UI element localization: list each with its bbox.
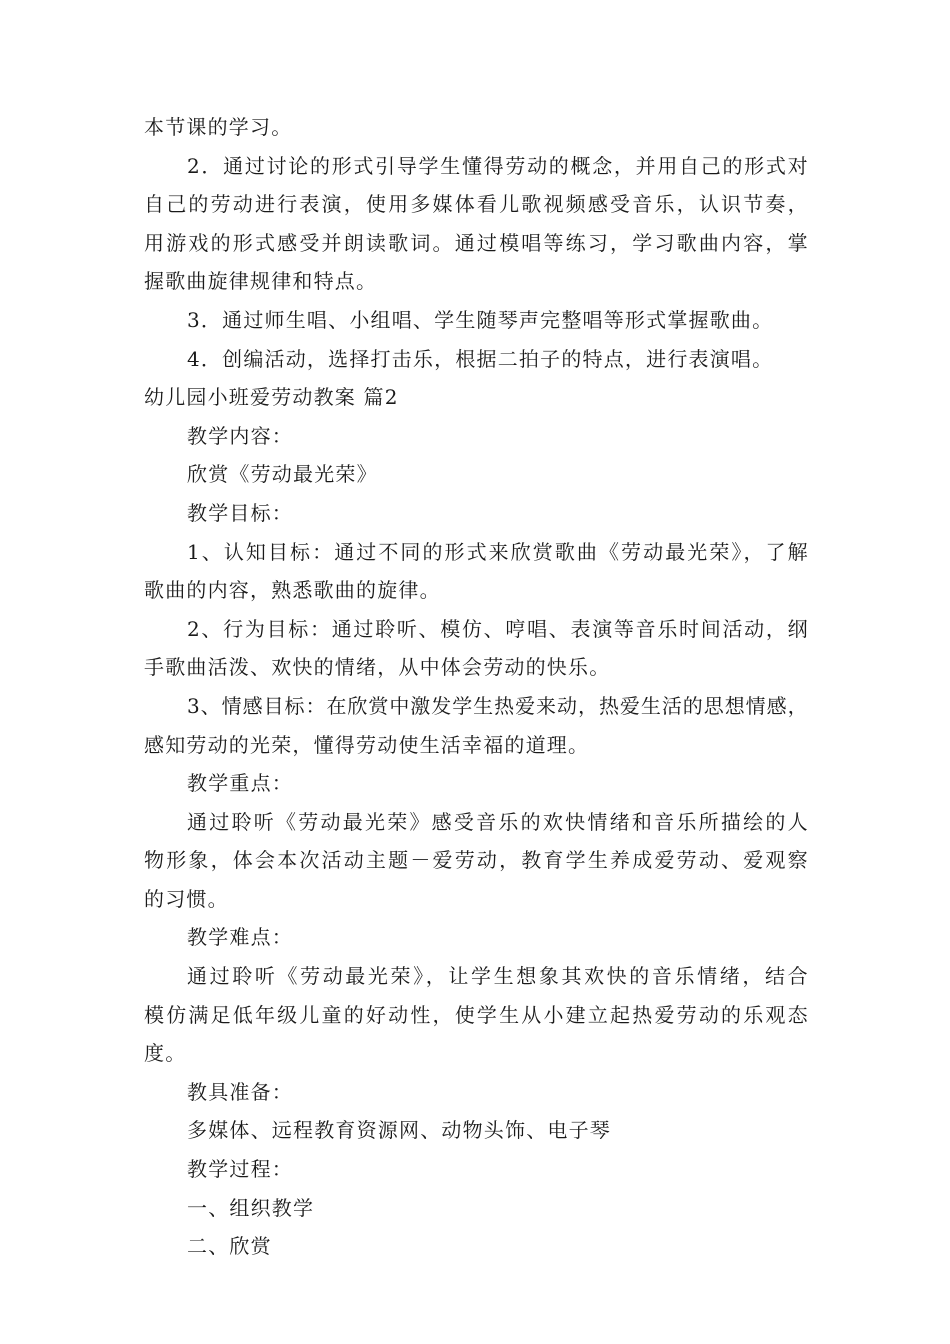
subheading: 教学重点： (187, 771, 293, 796)
text-line: 4．创编活动，选择打击乐，根据二拍子的特点，进行表演唱。 (187, 346, 774, 371)
text-line: 歌曲的内容，熟悉歌曲的旋律。 (144, 578, 441, 603)
text-line: 物形象，体会本次活动主题－爱劳动，教育学生养成爱劳动、爱观察 (144, 848, 808, 873)
text-line: 3．通过师生唱、小组唱、学生随琴声完整唱等形式掌握歌曲。 (187, 307, 774, 332)
subheading: 教学过程： (187, 1157, 293, 1182)
subheading: 教学内容： (187, 423, 293, 448)
text-line: 握歌曲旋律规律和特点。 (144, 269, 378, 294)
section-heading: 幼儿园小班爱劳动教案 篇2 (144, 385, 399, 410)
subheading: 教学目标： (187, 500, 293, 525)
text-line: 感知劳动的光荣，懂得劳动使生活幸福的道理。 (144, 732, 590, 757)
text-line: 度。 (144, 1041, 187, 1066)
text-line: 本节课的学习。 (144, 115, 293, 139)
text-line: 通过聆听《劳动最光荣》感受音乐的欢快情绪和音乐所描绘的人 (187, 809, 808, 834)
text-line: 通过聆听《劳动最光荣》，让学生想象其欢快的音乐情绪，结合 (187, 964, 808, 989)
text-line: 多媒体、远程教育资源网、动物头饰、电子琴 (187, 1118, 611, 1143)
text-line: 二、欣赏 (187, 1234, 272, 1259)
text-line: 模仿满足低年级儿童的好动性，使学生从小建立起热爱劳动的乐观态 (144, 1002, 808, 1027)
text-line: 2．通过讨论的形式引导学生懂得劳动的概念，并用自己的形式对 (187, 153, 808, 178)
text-line: 手歌曲活泼、欢快的情绪，从中体会劳动的快乐。 (144, 655, 611, 680)
text-line: 一、组织教学 (187, 1195, 315, 1220)
text-line: 的习惯。 (144, 886, 229, 911)
text-line: 3、情感目标：在欣赏中激发学生热爱来动，热爱生活的思想情感， (187, 693, 808, 718)
text-line: 2、行为目标：通过聆听、模仿、哼唱、表演等音乐时间活动，纲 (187, 616, 808, 641)
subheading: 教学难点： (187, 925, 293, 950)
text-line: 自己的劳动进行表演，使用多媒体看儿歌视频感受音乐，认识节奏， (144, 192, 808, 217)
text-line: 1、认知目标：通过不同的形式来欣赏歌曲《劳动最光荣》，了解 (187, 539, 808, 564)
document-body (144, 108, 808, 1266)
text-line: 欣赏《劳动最光荣》 (187, 462, 378, 487)
text-line: 用游戏的形式感受并朗读歌词。通过模唱等练习，学习歌曲内容，掌 (144, 230, 808, 255)
subheading: 教具准备： (187, 1079, 293, 1104)
